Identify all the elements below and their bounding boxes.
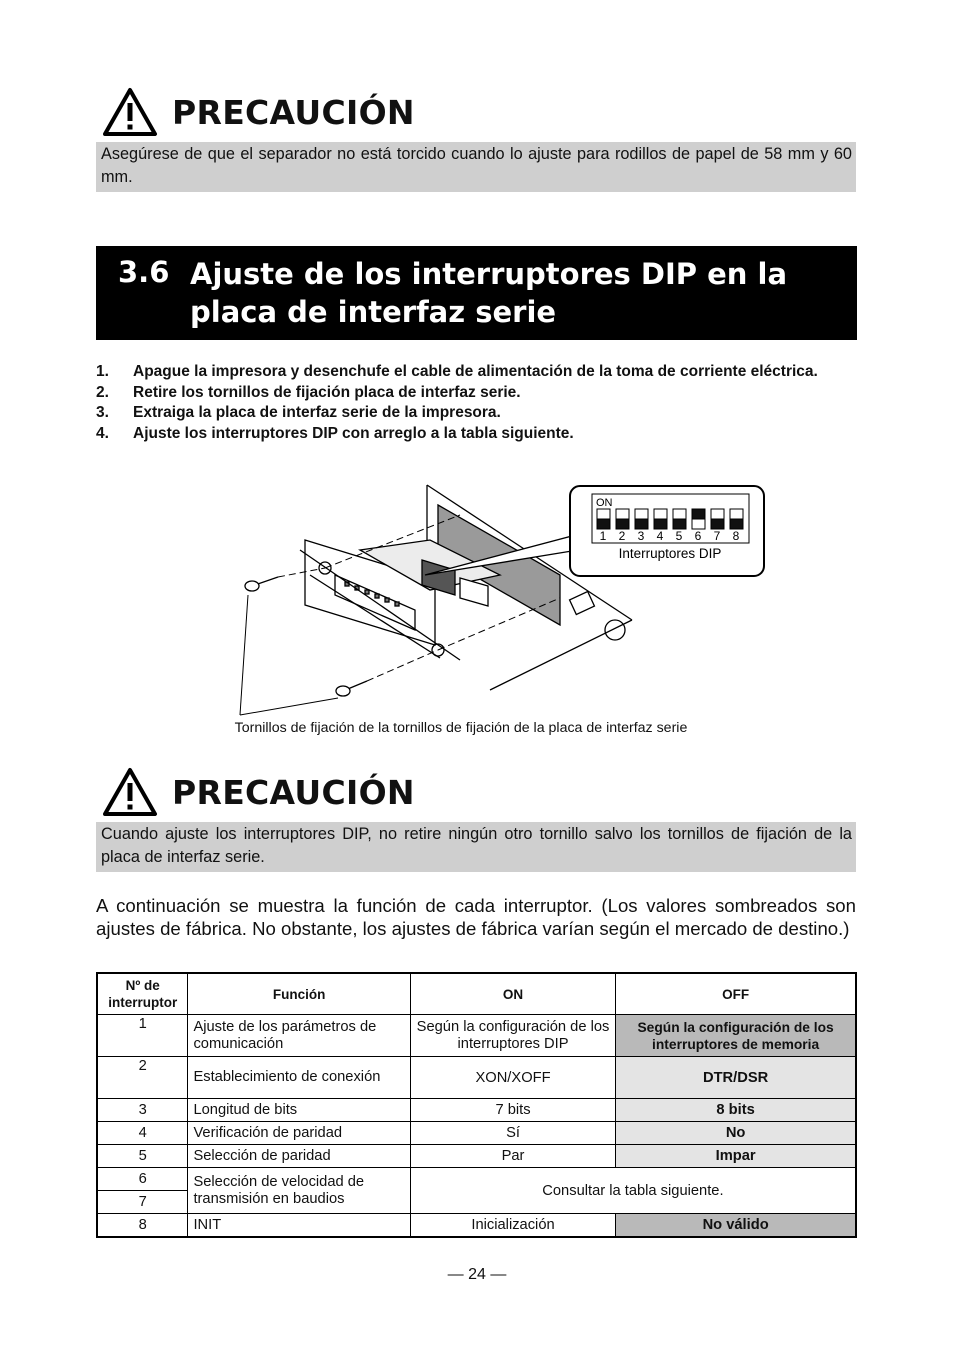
cell-on: Inicialización — [410, 1214, 615, 1237]
steps-list — [96, 362, 858, 444]
page-number: — 24 — — [447, 1266, 507, 1283]
cell-num: 3 — [97, 1099, 188, 1122]
dip-switch-8 — [730, 509, 743, 529]
cell-function: Ajuste de los parámetros de comunicación — [188, 1015, 410, 1057]
dip-switch-2 — [616, 509, 629, 529]
step-text: Extraiga la placa de interfaz serie de la impresora. — [133, 404, 501, 421]
section-title-line2: placa de interfaz serie — [190, 295, 557, 329]
cell-off: DTR/DSR — [616, 1057, 856, 1099]
interface-board-illustration — [160, 480, 800, 745]
dip-switch-4 — [654, 509, 667, 529]
cell-on: 7 bits — [410, 1099, 615, 1122]
cell-num: 2 — [97, 1057, 188, 1099]
header-function: Función — [188, 973, 410, 1015]
table-row — [97, 1015, 856, 1057]
header-off: OFF — [616, 973, 856, 1015]
table-row — [97, 1214, 856, 1237]
cell-num: 8 — [97, 1214, 188, 1237]
port-icon — [605, 620, 625, 640]
caution-title: PRECAUCIÓN — [172, 92, 415, 132]
dip-switch-3 — [635, 509, 648, 529]
cell-num: 6 — [97, 1168, 188, 1191]
screw-icon — [245, 577, 278, 591]
header-num: Nº de interruptor — [97, 973, 188, 1015]
cell-function: Selección de velocidad de transmisión en baudios — [188, 1168, 410, 1214]
table-row — [97, 1099, 856, 1122]
svg-text:5: 5 — [675, 529, 683, 543]
cell-off: 8 bits — [616, 1099, 856, 1122]
dip-switch-6 — [692, 509, 705, 529]
caution-block-2 — [96, 764, 856, 872]
cell-off: Impar — [616, 1145, 856, 1168]
step-number: 3. — [96, 404, 109, 421]
cell-on: Par — [410, 1145, 615, 1168]
caution-text: Asegúrese de que el separador no está torcido cuando lo ajuste para rodillos de papel de 58 mm y 60 mm. — [96, 142, 856, 192]
warning-icon — [102, 87, 158, 137]
svg-text:8: 8 — [732, 529, 740, 543]
svg-text:6: 6 — [694, 529, 702, 543]
dip-on-label: ON — [596, 497, 613, 509]
list-item — [96, 403, 858, 424]
cell-off: No — [616, 1122, 856, 1145]
header-on: ON — [410, 973, 615, 1015]
dip-switch-5 — [673, 509, 686, 529]
list-item — [96, 424, 858, 445]
cell-on: XON/XOFF — [410, 1057, 615, 1099]
cell-num: 7 — [97, 1191, 188, 1214]
caution-header — [96, 764, 856, 820]
warning-icon — [102, 767, 158, 817]
step-text: Ajuste los interruptores DIP con arreglo a la tabla siguiente. — [133, 424, 574, 442]
cell-num: 4 — [97, 1122, 188, 1145]
figure-caption: Tornillos de fijación de la tornillos de fijación de la placa de interfaz serie — [234, 720, 688, 736]
table-row — [97, 1145, 856, 1168]
svg-text:4: 4 — [656, 529, 664, 543]
cell-off: Según la configuración de los interruptores de memoria — [616, 1015, 856, 1057]
dip-label: Interruptores DIP — [618, 546, 722, 561]
intro-paragraph: A continuación se muestra la función de cada interruptor. (Los valores sombreados son ajustes de fábrica. No obstante, los ajustes de fábrica varían según el mercado de destino.) — [96, 895, 856, 939]
section-heading — [96, 246, 857, 340]
step-text: Retire los tornillos de fijación placa de interfaz serie. — [133, 383, 521, 401]
cell-function: Longitud de bits — [188, 1099, 410, 1122]
list-item — [96, 383, 858, 404]
dip-switch-7 — [711, 509, 724, 529]
cell-function: Selección de paridad — [188, 1145, 410, 1168]
step-number: 2. — [96, 383, 109, 401]
section-title-line1: Ajuste de los interruptores DIP en la — [190, 257, 788, 291]
list-item — [96, 362, 858, 383]
port-icon — [570, 592, 595, 615]
caution-block-1 — [96, 84, 856, 192]
dip-function-table — [96, 972, 857, 1238]
screw-icon — [336, 681, 367, 696]
table-header-row — [97, 973, 856, 1015]
cell-function: INIT — [188, 1214, 410, 1237]
table-row — [97, 1057, 856, 1099]
cell-off: No válido — [616, 1214, 856, 1237]
caution-text: Cuando ajuste los interruptores DIP, no retire ningún otro tornillo salvo los tornillos de fijación de la placa de interfaz serie. — [96, 822, 856, 872]
step-number: 1. — [96, 363, 109, 380]
cell-on: Sí — [410, 1122, 615, 1145]
table-row — [97, 1168, 856, 1191]
step-text: Apague la impresora y desenchufe el cable de alimentación de la toma de corriente eléctrica. — [133, 363, 818, 380]
cell-num: 1 — [97, 1015, 188, 1057]
dip-switch-1 — [597, 509, 610, 529]
cell-function: Establecimiento de conexión — [188, 1057, 410, 1099]
cell-on: Según la configuración de los interruptores DIP — [410, 1015, 615, 1057]
svg-text:7: 7 — [713, 529, 721, 543]
svg-text:3: 3 — [637, 529, 645, 543]
svg-text:1: 1 — [599, 529, 607, 543]
cell-num: 5 — [97, 1145, 188, 1168]
svg-text:2: 2 — [618, 529, 626, 543]
section-number: 3.6 — [118, 255, 170, 289]
caution-header — [96, 84, 856, 140]
cell-merged-note: Consultar la tabla siguiente. — [410, 1168, 856, 1214]
step-number: 4. — [96, 424, 109, 442]
table-row — [97, 1122, 856, 1145]
cell-function: Verificación de paridad — [188, 1122, 410, 1145]
caution-title: PRECAUCIÓN — [172, 772, 415, 812]
